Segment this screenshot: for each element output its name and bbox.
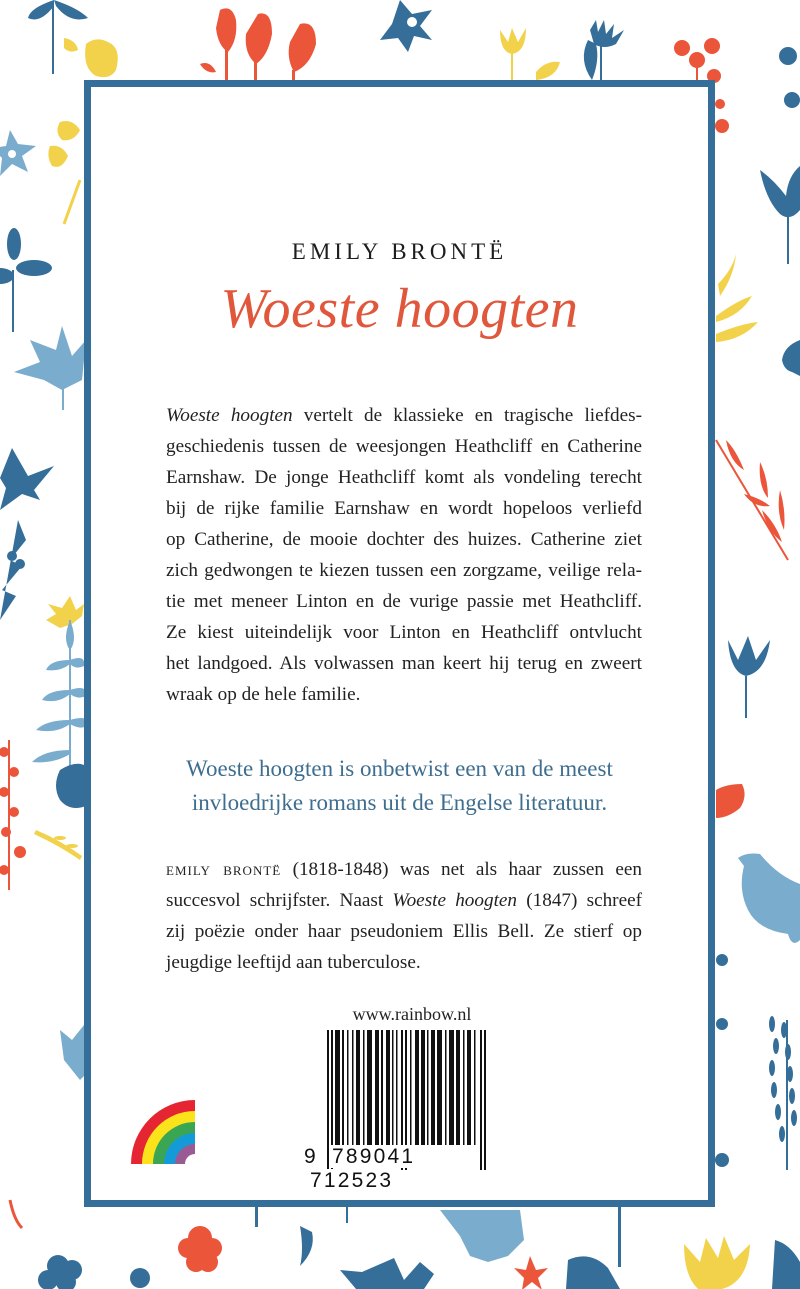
blue-shell-right-icon [782,340,800,376]
red-branch-right-icon [716,440,788,560]
bio-text: succesvol schrijfster. Naast [166,890,393,911]
book-title: Woeste hoogten [220,278,579,340]
blue-blob-icon [56,764,86,808]
bio-title-italic: Woeste hoogten [392,890,518,911]
author-bio [166,854,642,978]
bio-line [166,854,642,885]
clover-icon [28,0,88,74]
isbn-group-1: 789041 [331,1145,416,1168]
author-name: EMILY BRONTË [291,239,508,264]
synopsis-line: zich gedwongen te kiezen tussen een zorgzame, veilige rela- [166,560,642,581]
isbn-group-2: 712523 [310,1169,394,1192]
pull-quote [151,752,648,820]
blue-lavender-right-icon [769,1016,797,1170]
publisher-website[interactable]: www.rainbow.nl [352,1004,472,1024]
synopsis-line: geschiedenis tussen de weesjongen Heathcliff en Catherine [166,436,642,457]
yellow-bud-icon [64,38,118,77]
light-blue-star-icon [0,130,36,176]
pull-quote-line: invloedrijke romans uit de Engelse literatuur. [191,790,608,815]
synopsis-paragraph [166,400,642,710]
yellow-sprig-icon [34,830,82,860]
rainbow-icon [131,1100,201,1170]
synopsis-text: vertelt de klassieke en tragische liefdes- [292,405,642,426]
cover-frame [84,80,715,1207]
dark-fern-icon [0,520,26,620]
light-blue-fern-icon [32,620,88,770]
blue-seeds-icon [779,47,800,108]
synopsis-line: bij de rijke familie Earnshaw en wordt hopeloos verliefd [166,498,642,519]
bio-text: (1818-1848) was net als haar zussen een [281,859,643,880]
bio-author-name: emily brontë [166,859,282,880]
yellow-leaves-right-icon [716,254,758,342]
blue-berries-right-icon [715,954,729,1167]
yellow-bellflower-icon [48,121,80,224]
blue-clover-icon [0,228,52,332]
yellow-tulip-icon [500,28,560,80]
pull-quote-line: Woeste hoogten is onbetwist een van de meest [186,756,613,781]
synopsis-line: Earnshaw. De jonge Heathcliff komt als vondeling terecht [166,467,642,488]
synopsis-line: het landgoed. Als volwassen man keert hij terug en zweert [166,653,642,674]
light-blue-bird-icon [738,854,800,943]
red-tulip-icon [200,8,316,82]
red-sprig-icon [0,740,26,890]
thistle-icon [584,20,624,80]
isbn-number [303,1145,503,1193]
synopsis-line: wraak op de hele familie. [166,684,361,705]
blue-lily-icon [0,448,54,510]
blue-tulip-right2-icon [728,636,770,718]
red-star-bottom-icon [514,1256,548,1289]
red-bird-icon [716,784,745,818]
yellow-crocus-bottom-icon [684,1236,750,1289]
light-blue-leaf-bottom2-icon [440,1210,524,1262]
synopsis-line [166,400,642,431]
blue-star-flower-icon [380,0,432,52]
synopsis-line: Ze kiest uiteindelijk voor Linton en Heathcliff ontvlucht [166,622,642,643]
stems-bottom-icon [10,1200,621,1267]
synopsis-line: op Catherine, de mooie dochter des huizes. Catherine ziet [166,529,642,550]
synopsis-line: tie met meneer Linton en de vurige passie met Heathcliff. [166,591,642,612]
bio-line: zij poëzie onder haar pseudoniem Ellis Bell. Ze stierf op [166,921,642,942]
isbn-lead-digit: 9 [304,1145,318,1168]
bio-line: jeugdige leeftijd aan tuberculose. [166,952,421,973]
bio-line [166,885,642,916]
blue-tulip-right-icon [760,166,800,264]
red-flower-bottom-icon [178,1226,222,1272]
bio-text: (1847) schreef [517,890,642,911]
synopsis-title-italic: Woeste hoogten [166,405,293,426]
yellow-flower-icon [46,596,84,628]
light-blue-leaf-icon [14,326,86,410]
